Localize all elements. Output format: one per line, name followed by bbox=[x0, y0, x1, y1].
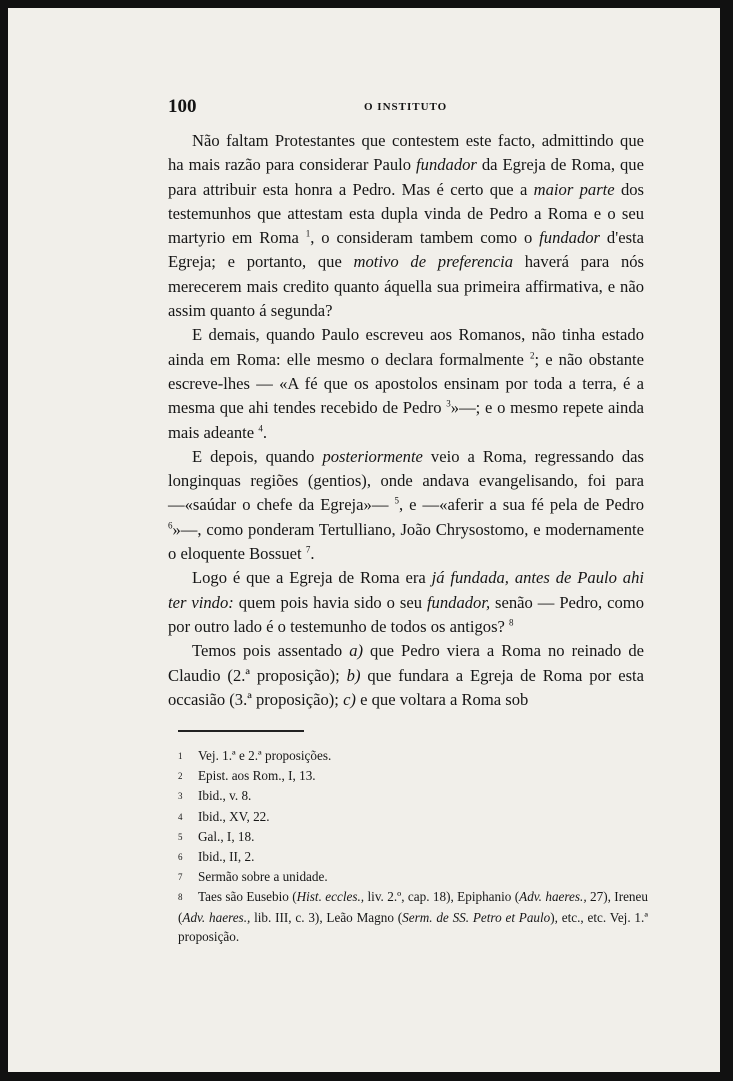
footnote-3: 3 Ibid., v. 8. bbox=[178, 788, 252, 804]
footnote-ref: 5 bbox=[394, 495, 399, 506]
footnote-8: 8 Taes são Eusebio (Hist. eccles., liv. 2.º, cap. 18), Epiphanio (Adv. haeres., 27), Ireneu (Adv. haeres., lib. III, c. 3), Leão Magno (Serm. de SS. Petro et Paulo), etc., etc. Vej. 1.ª proposição. bbox=[178, 889, 648, 944]
footnote-ref: 2 bbox=[530, 350, 535, 361]
footnote-6: 6 Ibid., II, 2. bbox=[178, 849, 255, 865]
footnote-ref: 7 bbox=[305, 544, 311, 555]
running-header bbox=[168, 96, 643, 120]
paragraph-3: E depois, quando posteriormente veio a Roma, regressando das longinquas regiões (gentios), onde andava evangelisando, foi para —«saúdar o chefe da Egreja»— $^5$, e —«aferir a sua fé pela de Pedro $^6$»—, como ponderam Tertulliano, João Chrysostomo, e modernamente o eloquente Bossuet $^7$. bbox=[168, 446, 644, 564]
paragraph-4: Logo é que a Egreja de Roma era já fundada, antes de Paulo ahi ter vindo: quem pois havia sido o seu fundador, senão — Pedro, como por outro lado é o testemunho de todos os antigos? $^8$ bbox=[168, 568, 644, 636]
footnote-4: 4 Ibid., XV, 22. bbox=[178, 808, 270, 824]
running-title: O INSTITUTO bbox=[364, 101, 448, 113]
book-page bbox=[8, 8, 720, 1072]
footnote-5: 5 Gal., I, 18. bbox=[178, 828, 255, 844]
footnote-ref: 6 bbox=[168, 520, 173, 531]
paragraph-2: E demais, quando Paulo escreveu aos Romanos, não tinha estado ainda em Roma: elle mesmo o declara formalmente $^2$; e não obstante escreve-lhes — «A fé que os apostolos ensinam por toda a terra, é a mesma que ahi tendes recebido de Pedro $^3$»—; e o mesmo repete ainda mais adeante $^4$. bbox=[168, 325, 644, 442]
footnotes bbox=[178, 746, 648, 946]
footnote-2: 2 Epist. aos Rom., I, 13. bbox=[178, 768, 316, 784]
footnote-divider bbox=[178, 730, 304, 732]
paragraph-1: Não faltam Protestantes que contestem este facto, admittindo que ha mais razão para considerar Paulo fundador da Egreja de Roma, que para attribuir esta honra a Pedro. Mas é certo que a maior parte dos testemunhos que attestam esta dupla vinda de Pedro a Roma e o seu martyrio em Roma $^1$, o consideram tambem como o fundador d'esta Egreja; e portanto, que motivo de preferencia haverá para nós merecerem mais credito quanto áquella sua primeira affirmativa, e não assim quanto á segunda? bbox=[168, 131, 645, 321]
footnote-ref: 3 bbox=[446, 398, 451, 409]
footnote-7: 7 Sermão sobre a unidade. bbox=[178, 869, 328, 885]
footnote-1: 1 Vej. 1.ª e 2.ª proposições. bbox=[178, 748, 332, 763]
footnote-ref: 4 bbox=[258, 423, 263, 434]
page-number: 100 bbox=[168, 96, 197, 117]
paragraph-5: Temos pois assentado a) que Pedro viera a Roma no reinado de Claudio (2.ª proposição); b) que fundara a Egreja de Roma por esta occasião (3.ª proposição); c) e que voltara a Roma sob bbox=[168, 641, 645, 709]
footnote-ref: 1 bbox=[305, 228, 311, 239]
footnote-ref: 8 bbox=[509, 617, 514, 628]
main-text bbox=[168, 129, 644, 712]
